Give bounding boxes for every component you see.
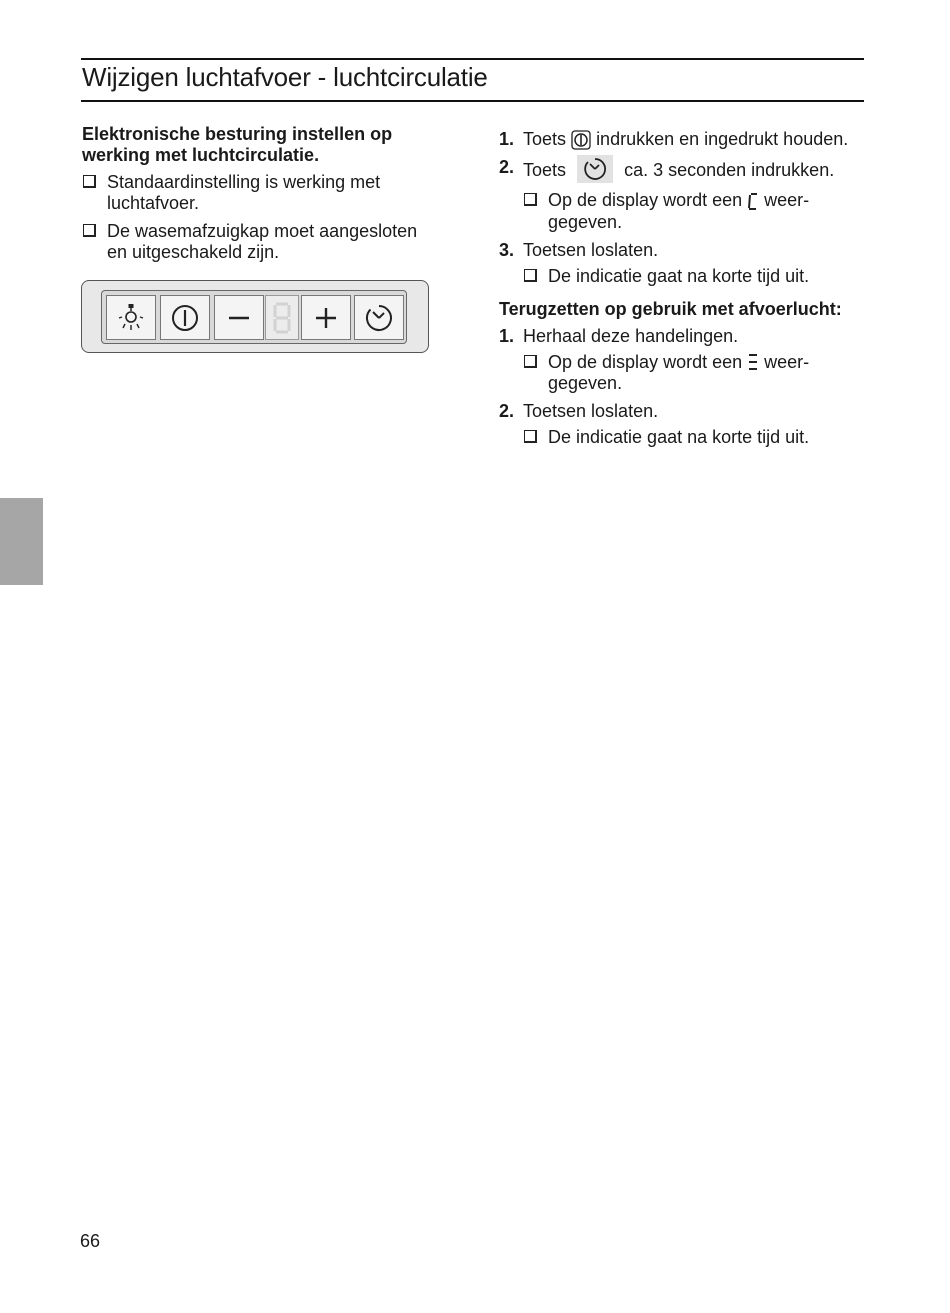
step-text: Herhaal deze handelingen. [523, 325, 739, 346]
page-number: 66 [80, 1231, 101, 1251]
timer-icon [364, 303, 394, 333]
timer-key [354, 295, 404, 340]
checkbox-bullet-icon [83, 224, 96, 237]
control-panel-illustration [81, 280, 429, 353]
step-number: 2. [499, 400, 515, 421]
sub-item-text: weer-gegeven. [548, 351, 810, 393]
step-number: 3. [499, 239, 515, 260]
light-key [106, 295, 156, 340]
plus-icon [311, 303, 341, 333]
checkbox-bullet-icon [524, 269, 537, 282]
checkbox-bullet-icon [524, 193, 537, 206]
list-item [82, 172, 442, 214]
left-column [82, 124, 442, 270]
header-rule-bottom [81, 100, 864, 102]
header-rule-top [81, 58, 864, 60]
sub-item-text: De indicatie gaat na korte tijd uit. [548, 265, 810, 286]
step-text: Toetsen loslaten. [523, 239, 659, 260]
list-item-text: Standaardinstelling is werking met luchtafvoer. [107, 172, 381, 213]
right-column [499, 129, 869, 455]
checkbox-bullet-icon [524, 430, 537, 443]
page-title: Wijzigen luchtafvoer - luchtcirculatie [82, 62, 488, 92]
timer-icon [577, 155, 613, 183]
power-button-icon [571, 130, 591, 150]
power-key [160, 295, 210, 340]
step-item [499, 326, 869, 347]
light-icon [115, 302, 147, 334]
step-text: ca. 3 seconden indrukken. [624, 160, 835, 180]
step-number: 2. [499, 157, 515, 178]
step-item [499, 401, 869, 422]
sub-item [499, 427, 869, 448]
step-item [499, 157, 869, 185]
sub-item [499, 266, 869, 287]
section-heading: Terugzetten op gebruik met afvoerlucht: [499, 298, 842, 319]
step-text: indrukken en ingedrukt houden. [596, 129, 849, 149]
chapter-tab-marker [0, 498, 43, 585]
sub-item-text: De indicatie gaat na korte tijd uit. [548, 426, 810, 447]
segment-three-bars-icon [747, 353, 759, 373]
step-text: Toets [523, 129, 567, 149]
segment-c-icon [747, 192, 759, 212]
checkbox-bullet-icon [524, 355, 537, 368]
checkbox-bullet-icon [83, 175, 96, 188]
step-number: 1. [499, 325, 515, 346]
timer-button-swatch [577, 155, 613, 183]
sub-item-text: Op de display wordt een [548, 351, 743, 372]
step-item [499, 240, 869, 261]
list-item-text: De wasemafzuigkap moet aangesloten en uitgeschakeld zijn. [107, 221, 418, 262]
power-icon [170, 303, 200, 333]
segment-eight-icon [272, 301, 292, 335]
plus-key [301, 295, 351, 340]
minus-icon [224, 303, 254, 333]
section-heading: Elektronische besturing instellen op werking met luchtcirculatie. [82, 124, 393, 165]
step-text: Toets [523, 160, 567, 180]
sub-item [499, 352, 869, 394]
step-item [499, 129, 869, 150]
segment-display [265, 295, 299, 340]
list-item [82, 221, 442, 263]
sub-item [499, 190, 869, 232]
sub-item-text: weer-gegeven. [548, 190, 810, 232]
sub-item-text: Op de display wordt een [548, 190, 743, 211]
minus-key [214, 295, 264, 340]
step-text: Toetsen loslaten. [523, 400, 659, 421]
control-panel-key-strip [101, 290, 407, 344]
step-number: 1. [499, 129, 515, 149]
